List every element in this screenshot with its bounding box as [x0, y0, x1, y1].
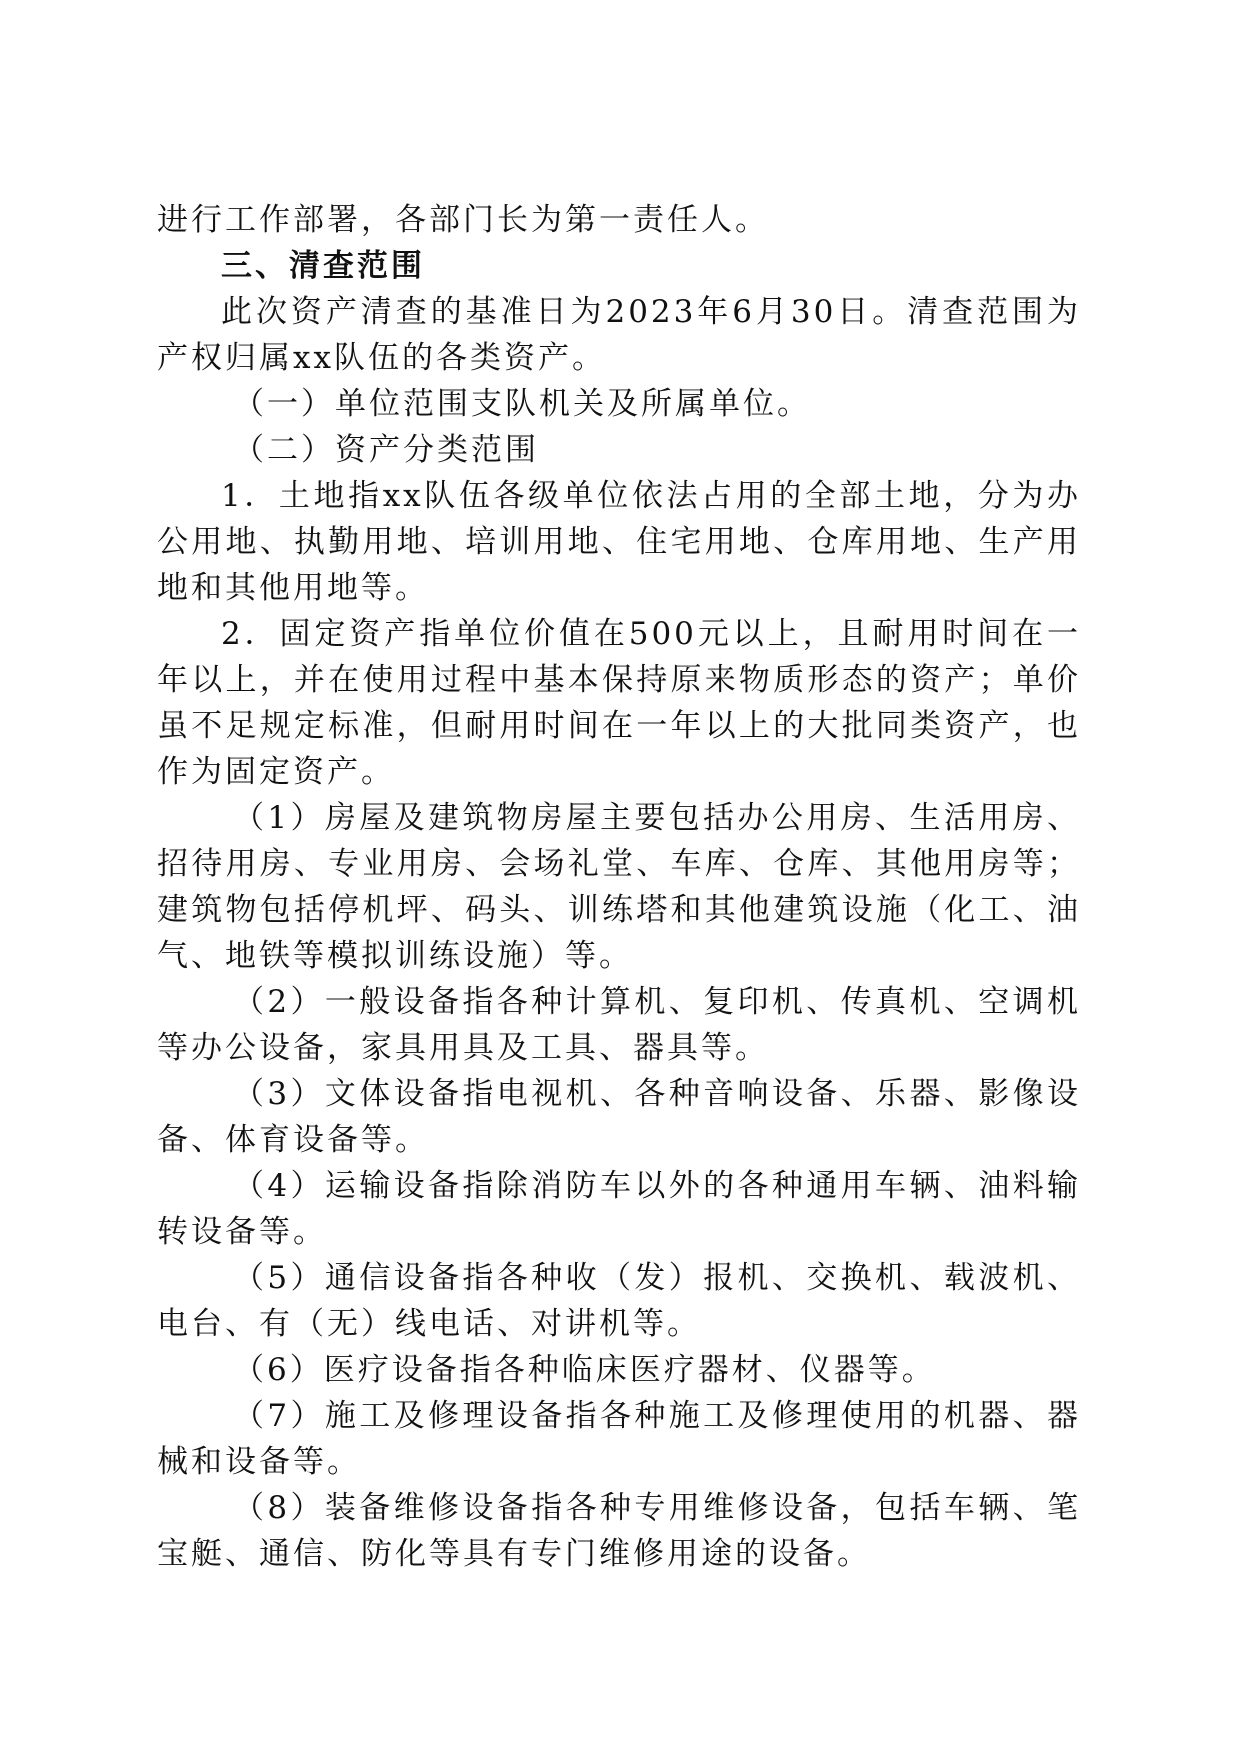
list-item-communication-equipment: （5）通信设备指各种收（发）报机、交换机、载波机、电台、有（无）线电话、对讲机等。 — [157, 1260, 1081, 1342]
paragraph-continuation: 进行工作部署，各部门长为第一责任人。 — [157, 202, 769, 238]
paragraph-unit-scope: （一）单位范围支队机关及所属单位。 — [233, 386, 811, 422]
document-body — [157, 197, 1081, 1577]
paragraph-asset-category-scope: （二）资产分类范围 — [233, 432, 539, 468]
paragraph-fixed-assets: 2．固定资产指单位价值在500元以上，且耐用时间在一年以上，并在使用过程中基本保持原来物质形态的资产；单价虽不足规定标准，但耐用时间在一年以上的大批同类资产，也作为固定资产。 — [157, 616, 1081, 790]
list-item-transport-equipment: （4）运输设备指除消防车以外的各种通用车辆、油料输转设备等。 — [157, 1168, 1081, 1250]
section-heading-scope: 三、清查范围 — [221, 248, 425, 284]
paragraph-land: 1．土地指xx队伍各级单位依法占用的全部土地，分为办公用地、执勤用地、培训用地、住宅用地、仓库用地、生产用地和其他用地等。 — [157, 478, 1081, 606]
list-item-medical-equipment: （6）医疗设备指各种临床医疗器材、仪器等。 — [233, 1352, 936, 1388]
list-item-sports-equipment: （3）文体设备指电视机、各种音响设备、乐器、影像设备、体育设备等。 — [157, 1076, 1081, 1158]
list-item-construction-equipment: （7）施工及修理设备指各种施工及修理使用的机器、器械和设备等。 — [157, 1398, 1081, 1480]
list-item-general-equipment: （2）一般设备指各种计算机、复印机、传真机、空调机等办公设备，家具用具及工具、器具等。 — [157, 984, 1081, 1066]
list-item-maintenance-equipment: （8）装备维修设备指各种专用维修设备，包括车辆、笔宝艇、通信、防化等具有专门维修用途的设备。 — [157, 1490, 1081, 1572]
paragraph-base-date: 此次资产清查的基准日为2023年6月30日。清查范围为产权归属xx队伍的各类资产。 — [157, 294, 1081, 376]
list-item-buildings: （1）房屋及建筑物房屋主要包括办公用房、生活用房、招待用房、专业用房、会场礼堂、车库、仓库、其他用房等；建筑物包括停机坪、码头、训练塔和其他建筑设施（化工、油气、地铁等模拟训练设施）等。 — [157, 800, 1081, 974]
